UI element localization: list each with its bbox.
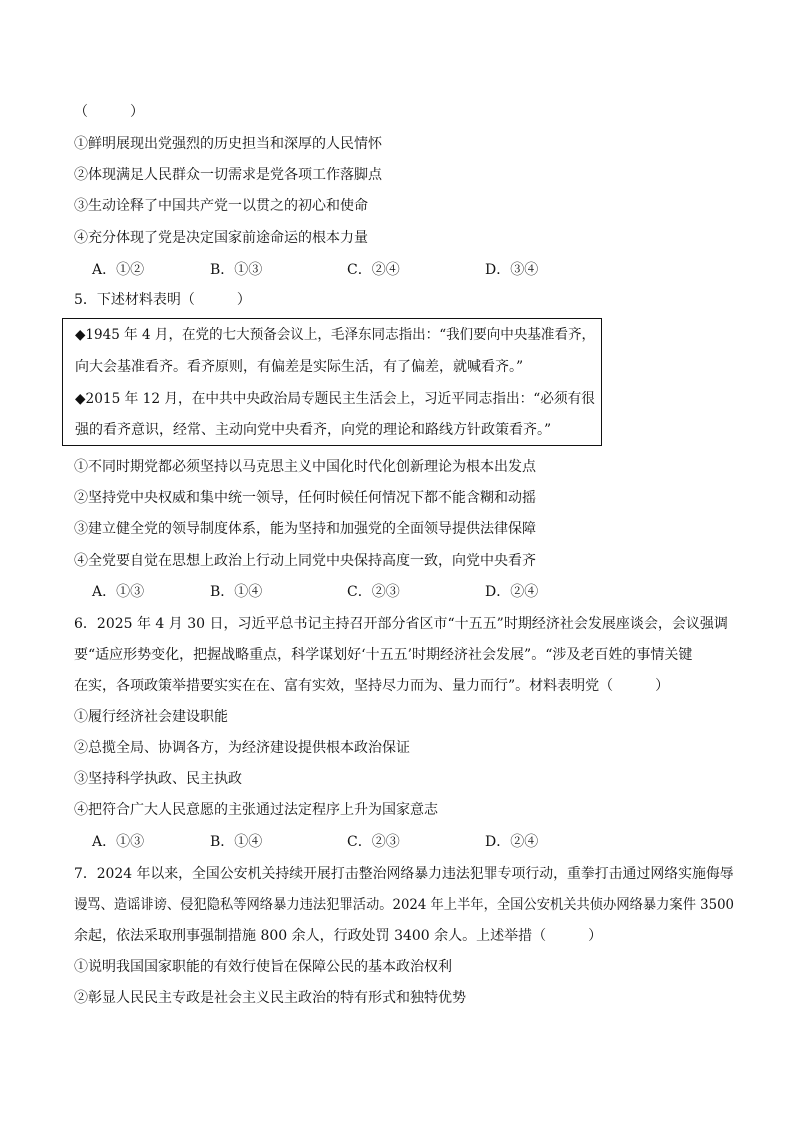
q5-statement-1: ①不同时期党都必须坚持以马克思主义中国化时代化创新理论为根本出发点 [74, 459, 536, 475]
q7-stem-line-2: 谩骂、造谣诽谤、侵犯隐私等网络暴力违法犯罪活动。2024 年上半年，全国公安机关共侦办网络暴力案件 3500 [74, 897, 734, 913]
q5-material-line-2: 向大会基准看齐。看齐原则，有偏差是实际生活，有了偏差，就喊看齐。” [75, 359, 524, 375]
q7-stem-line-3: 余起，依法采取刑事强制措施 800 余人，行政处罚 3400 余人。上述举措（ ） [74, 928, 603, 944]
q5-material-line-3: ◆2015 年 12 月，在中共中央政治局专题民主生活会上，习近平同志指出：“必须有很 [75, 391, 595, 407]
q4-option-b[interactable]: B．①③ [210, 262, 263, 278]
q6-option-a[interactable]: A．①③ [92, 834, 145, 850]
q4-statement-4: ④充分体现了党是决定国家前途命运的根本力量 [74, 230, 368, 246]
q6-statement-1: ①履行经济社会建设职能 [74, 709, 228, 725]
q6-stem-line-3: 在实，各项政策举措要实实在在、富有实效，坚持尽力而为、量力而行”。材料表明党（ ） [74, 678, 670, 694]
q7-statement-2: ②彰显人民民主专政是社会主义民主政治的特有形式和独特优势 [74, 990, 466, 1006]
q6-option-b[interactable]: B．①④ [210, 834, 263, 850]
q5-option-a[interactable]: A．①③ [92, 584, 145, 600]
q4-option-c[interactable]: C．②④ [347, 262, 400, 278]
q6-statement-4: ④把符合广大人民意愿的主张通过法定程序上升为国家意志 [74, 802, 438, 818]
q7-stem-line-1: 7．2024 年以来，全国公安机关持续开展打击整治网络暴力违法犯罪专项行动，重拳打击通过网络实施侮辱 [74, 866, 734, 882]
q4-statement-3: ③生动诠释了中国共产党一以贯之的初心和使命 [74, 198, 368, 214]
q5-option-b[interactable]: B．①④ [210, 584, 263, 600]
q5-statement-2: ②坚持党中央权威和集中统一领导，任何时候任何情况下都不能含糊和动摇 [74, 490, 536, 506]
q6-option-c[interactable]: C．②③ [347, 834, 400, 850]
q6-statement-2: ②总揽全局、协调各方，为经济建设提供根本政治保证 [74, 740, 410, 756]
q5-stem: 5．下述材料表明（ ） [74, 292, 251, 308]
q7-statement-1: ①说明我国国家职能的有效行使旨在保障公民的基本政治权利 [74, 959, 452, 975]
q4-statement-2: ②体现满足人民群众一切需求是党各项工作落脚点 [74, 167, 382, 183]
q6-option-d[interactable]: D．②④ [485, 834, 539, 850]
q5-statement-3: ③建立健全党的领导制度体系，能为坚持和加强党的全面领导提供法律保障 [74, 521, 536, 537]
q6-statement-3: ③坚持科学执政、民主执政 [74, 771, 242, 787]
q4-statement-1: ①鲜明展现出党强烈的历史担当和深厚的人民情怀 [74, 136, 382, 152]
q5-option-c[interactable]: C．②③ [347, 584, 400, 600]
q5-statement-4: ④全党要自觉在思想上政治上行动上同党中央保持高度一致，向党中央看齐 [74, 553, 536, 569]
q5-option-d[interactable]: D．②④ [485, 584, 539, 600]
q5-material-line-4: 强的看齐意识，经常、主动向党中央看齐，向党的理论和路线方针政策看齐。” [75, 422, 552, 438]
q4-answer-bracket: （ ） [74, 104, 144, 120]
q4-option-a[interactable]: A．①② [92, 262, 145, 278]
q5-material-line-1: ◆1945 年 4 月，在党的七大预备会议上，毛泽东同志指出：“我们要向中央基准看齐， [75, 327, 596, 343]
q4-option-d[interactable]: D．③④ [485, 262, 539, 278]
q6-stem-line-2: 要“适应形势变化，把握战略重点，科学谋划好‘十五五’时期经济社会发展”。“涉及老百姓的事情关键 [74, 647, 693, 663]
q5-material-box [62, 318, 602, 446]
q6-stem-line-1: 6．2025 年 4 月 30 日，习近平总书记主持召开部分省区市“十五五”时期经济社会发展座谈会，会议强调 [74, 616, 728, 632]
